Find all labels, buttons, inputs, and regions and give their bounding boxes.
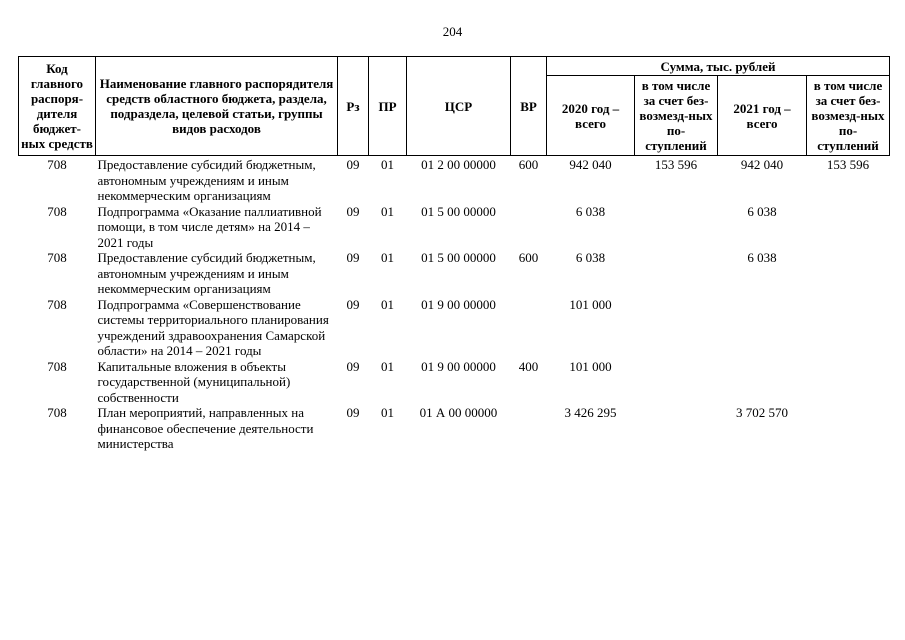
cell-2021-total: 6 038 [747, 203, 777, 219]
cell-code: 708 [47, 203, 67, 219]
cell-2020-total: 101 000 [569, 358, 612, 374]
cell-name: Предоставление субсидий бюджетным, автономным учреждениям и иным некоммерческим организациям [97, 250, 316, 296]
cell-code: 708 [47, 405, 67, 420]
cell-pr: 01 [381, 358, 394, 374]
cell-2020-free [635, 297, 718, 359]
cell-code: 708 [47, 358, 67, 374]
cell-2020-free: 153 596 [654, 157, 698, 172]
cell-2020-total: 942 040 [569, 157, 612, 172]
header-vr: ВР [511, 57, 547, 156]
cell-pr: 01 [381, 203, 394, 219]
cell-vr: 600 [518, 157, 539, 172]
header-pr: ПР [369, 57, 407, 156]
cell-csr: 01 5 00 00000 [421, 250, 496, 265]
cell-2021-free [807, 405, 890, 452]
header-2020-free: в том числе за счет без-возмезд-ных по-ступлений [635, 76, 718, 156]
header-2021-total: 2021 год – всего [718, 76, 807, 156]
cell-pr: 01 [381, 250, 394, 265]
cell-csr: 01 9 00 00000 [421, 296, 496, 312]
cell-2020-total: 6 038 [575, 250, 606, 265]
header-name: Наименование главного распорядителя средств областного бюджета, раздела, подраздела, целевой статьи, группы видов расходов [96, 57, 338, 156]
budget-table [18, 56, 890, 452]
cell-rz: 09 [346, 157, 360, 172]
cell-rz: 09 [346, 296, 360, 312]
cell-csr: 01 5 00 00000 [421, 203, 496, 219]
cell-code: 708 [47, 157, 67, 172]
cell-vr: 600 [518, 250, 539, 265]
cell-rz: 09 [346, 250, 360, 265]
header-sum-group: Сумма, тыс. рублей [547, 57, 890, 76]
cell-rz: 09 [346, 405, 360, 420]
cell-2021-free: 153 596 [826, 157, 870, 172]
table-row [19, 204, 890, 251]
cell-code: 708 [47, 296, 67, 312]
header-rz: Рз [338, 57, 369, 156]
cell-rz: 09 [346, 358, 360, 374]
cell-name: Капитальные вложения в объекты государственной (муниципальной) собственности [97, 358, 291, 405]
table-row [19, 297, 890, 359]
cell-rz: 09 [346, 203, 360, 219]
cell-vr [511, 297, 547, 359]
page-number: 204 [442, 24, 463, 39]
cell-pr: 01 [381, 157, 394, 172]
header-code: Код главного распоря-дителя бюджет-ных средств [19, 57, 96, 156]
cell-2020-free [635, 405, 718, 452]
cell-2020-free [635, 359, 718, 406]
cell-2021-free [807, 297, 890, 359]
cell-2020-free [635, 250, 718, 297]
cell-2020-free [635, 204, 718, 251]
cell-2021-total [718, 297, 807, 359]
cell-pr: 01 [381, 405, 394, 420]
cell-2021-free [807, 359, 890, 406]
table-row [19, 405, 890, 452]
cell-2021-total: 6 038 [747, 250, 777, 265]
cell-2021-total: 3 702 570 [736, 405, 788, 420]
cell-vr [511, 204, 547, 251]
header-2021-free: в том числе за счет без-возмезд-ных по-ступлений [807, 76, 890, 156]
cell-code: 708 [47, 250, 67, 265]
cell-2020-total: 3 426 295 [564, 405, 617, 420]
cell-2021-total: 942 040 [740, 157, 784, 172]
cell-vr: 400 [518, 358, 539, 374]
cell-2021-free [807, 250, 890, 297]
header-2020-total: 2020 год – всего [547, 76, 635, 156]
table-row [19, 359, 890, 406]
cell-2020-total: 101 000 [569, 296, 612, 312]
cell-vr [511, 405, 547, 452]
cell-name: План мероприятий, направленных на финансовое обеспечение деятельности министерства [97, 405, 314, 451]
table-row [19, 156, 890, 204]
cell-csr: 01 9 00 00000 [421, 358, 496, 374]
cell-name: Подпрограмма «Совершенствование системы территориального планирования учреждений здравоохранения Самарской области» на 2014 – 2021 годы [97, 296, 329, 358]
table-body [19, 156, 890, 452]
cell-2020-total: 6 038 [575, 203, 606, 219]
cell-pr: 01 [381, 296, 394, 312]
cell-name: Предоставление субсидий бюджетным, автономным учреждениям и иным некоммерческим организациям [97, 157, 316, 203]
header-csr: ЦСР [407, 57, 511, 156]
table-row [19, 250, 890, 297]
cell-name: Подпрограмма «Оказание паллиативной помощи, в том числе детям» на 2014 – 2021 годы [97, 203, 322, 250]
cell-csr: 01 2 00 00000 [421, 157, 496, 172]
cell-2021-total [718, 359, 807, 406]
cell-2021-free [807, 204, 890, 251]
cell-csr: 01 А 00 00000 [419, 405, 498, 420]
